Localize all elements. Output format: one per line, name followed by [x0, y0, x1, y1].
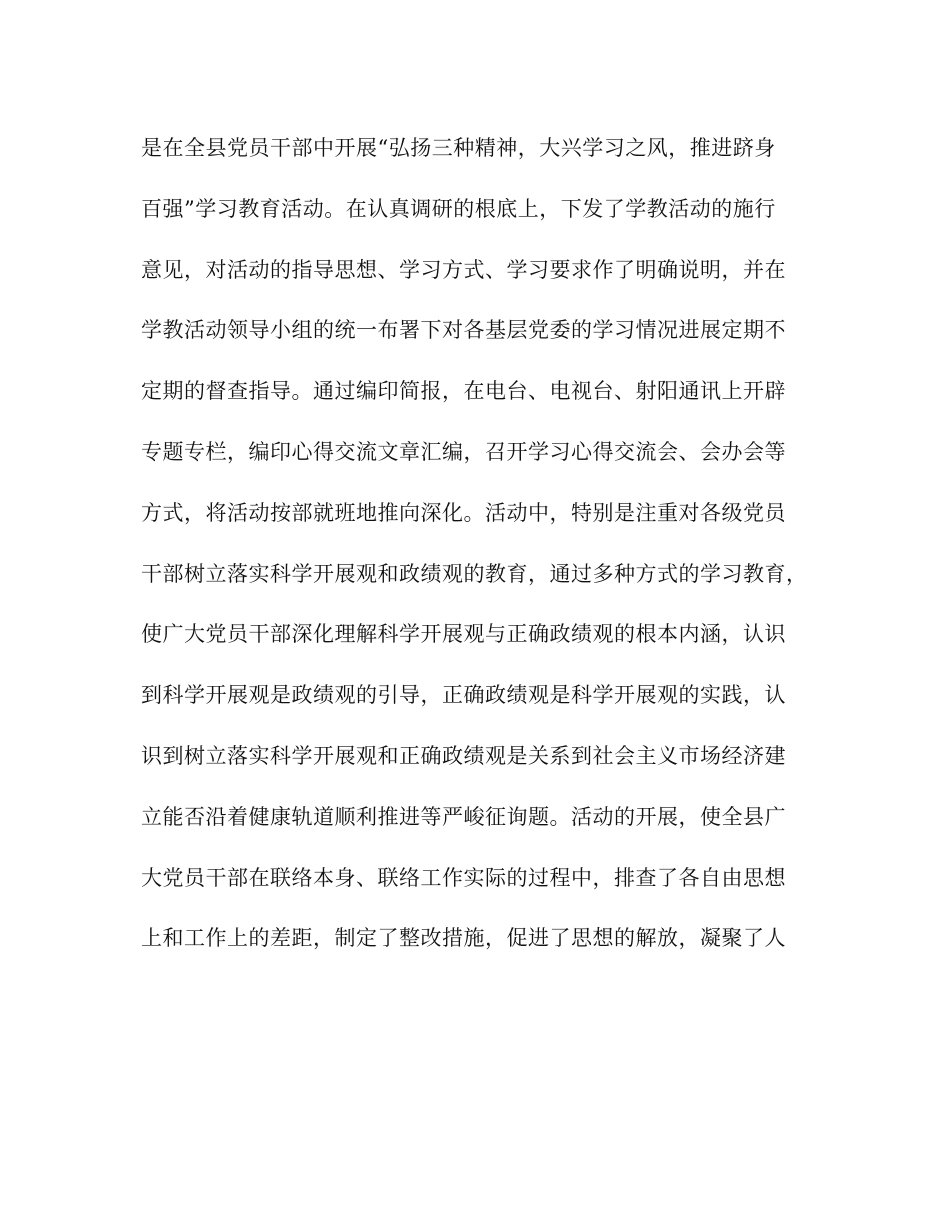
text-line: 专题专栏，编印心得交流文章汇编，召开学习心得交流会、会办会等	[141, 439, 786, 464]
text-line: 方式，将活动按部就班地推向深化。活动中，特别是注重对各级党员	[141, 500, 786, 525]
text-line: 上和工作上的差距，制定了整改措施，促进了思想的解放，凝聚了人	[141, 926, 786, 951]
text-line: 是在全县党员干部中开展“弘扬三种精神，大兴学习之风，推进跻身	[141, 136, 776, 160]
text-line: 学教活动领导小组的统一布署下对各基层党委的学习情况进展定期不	[141, 318, 786, 343]
body-text	[141, 124, 821, 975]
text-line: 干部树立落实科学开展观和政绩观的教育，通过多种方式的学习教育，	[141, 561, 808, 586]
text-line: 大党员干部在联络本身、联络工作实际的过程中，排查了各自由思想	[141, 865, 786, 890]
text-line: 立能否沿着健康轨道顺利推进等严峻征询题。活动的开展，使全县广	[141, 804, 786, 829]
text-line: 识到树立落实科学开展观和正确政绩观是关系到社会主义市场经济建	[141, 743, 786, 768]
text-line: 意见，对活动的指导思想、学习方式、学习要求作了明确说明，并在	[141, 257, 786, 282]
text-line: 百强”学习教育活动。在认真调研的根底上，下发了学教活动的施行	[141, 196, 776, 221]
text-line: 使广大党员干部深化理解科学开展观与正确政绩观的根本内涵，认识	[141, 622, 786, 647]
text-line: 定期的督查指导。通过编印简报，在电台、电视台、射阳通讯上开辟	[141, 379, 786, 404]
text-line: 到科学开展观是政绩观的引导，正确政绩观是科学开展观的实践，认	[141, 683, 786, 708]
